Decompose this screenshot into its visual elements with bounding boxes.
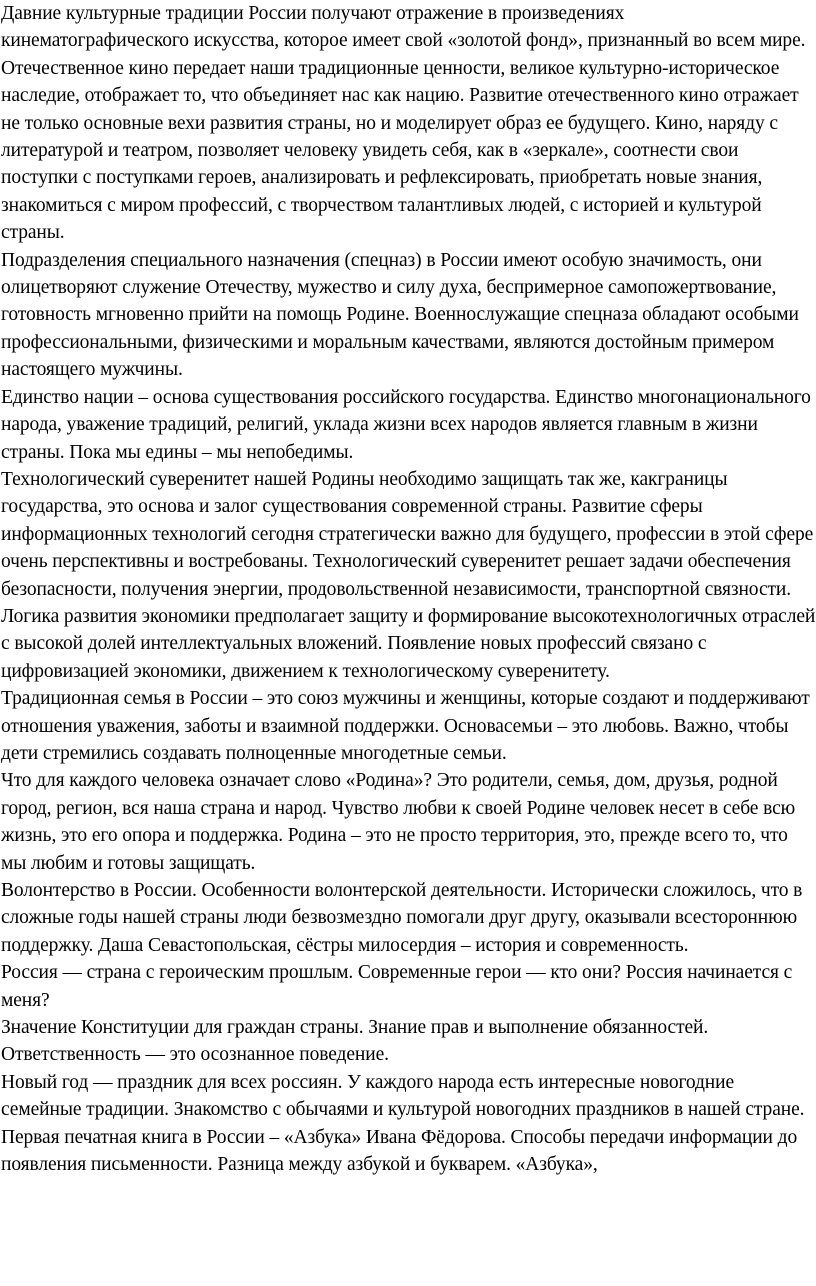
paragraph-technological-sovereignty: Технологический суверенитет нашей Родины необходимо защищать так же, какграницы государства, это основа и залог существования современной страны. Развитие сферы информационных технологий сегодня стратегически важно для будущего, профессии в этой сфере очень перспективны и востребованы. Технологический суверенитет решает задачи обеспечения безопасности, получения энергии, продовольственной независимости, транспортной связности. Логика развития экономики предполагает защиту и формирование высокотехнологичных отраслей с высокой долей интеллектуальных вложений. Появление новых профессий связано с цифровизацией экономики, движением к технологическому суверенитету. [1,468,816,682]
paragraph-motherland: Что для каждого человека означает слово «Родина»? Это родители, семья, дом, друзья, родной город, регион, вся наша страна и народ. Чувство любви к своей Родине человек несет в себе всю жизнь, это его опора и поддержка. Родина – это не просто территория, это, прежде всего то, что мы любим и готовы защищать. [1,770,796,874]
paragraph-unity: Единство нации – основа существования российского государства. Единство многонационального народа, уважение традиций, религий, уклада жизни всех народов является главным в жизни страны. Пока мы едины – мы непобедимы. [1,386,811,463]
paragraph-volunteering: Волонтерство в России. Особенности волонтерской деятельности. Исторически сложилось, что в сложные годы нашей страны люди безвозмездно помогали друг другу, оказывали всестороннюю поддержку. Даша Севастопольская, сёстры милосердия – история и современность. [1,880,803,956]
paragraph-heroes: Россия — страна с героическим прошлым. Современные герои — кто они? Россия начинается с меня? [1,962,793,1011]
paragraph-cinema: Давние культурные традиции России получают отражение в произведениях кинематографического искусства, которое имеет свой «золотой фонд», признанный во всем мире. Отечественное кино передает наши традиционные ценности, великое культурно-историческое наследие, отображает то, что объединяет нас как нацию. Развитие отечественного кино отражает не только основные вехи развития страны, но и моделирует образ ее будущего. Кино, наряду с литературой и театром, позволяет человеку увидеть себя, как в «зеркале», соотнести свои поступки с поступками героев, анализировать и рефлексировать, приобретать новые знания, знакомиться с миром профессий, с творчеством талантливых людей, с историей и культурой страны. [1,3,806,244]
paragraph-special-forces: Подразделения специального назначения (спецназ) в России имеют особую значимость, они олицетворяют служение Отечеству, мужество и силу духа, беспримерное самопожертвование, готовность мгновенно прийти на помощь Родине. Военнослужащие спецназа обладают особыми профессиональными, физическими и моральным качествами, являются достойным примером настоящего мужчины. [1,249,799,381]
paragraph-first-printed-book: Первая печатная книга в России – «Азбука» Ивана Фёдорова. Способы передачи информации до появления письменности. Разница между азбукой и букварем. «Азбука», [1,1126,798,1176]
paragraph-new-year: Новый год — праздник для всех россиян. У каждого народа есть интересные новогодние семейные традиции. Знакомство с обычаями и культурой новогодних праздников в нашей стране. [1,1071,805,1121]
paragraph-constitution: Значение Конституции для граждан страны. Знание прав и выполнение обязанностей. Ответственность — это осознанное поведение. [1,1017,709,1066]
paragraph-family: Традиционная семья в России – это союз мужчины и женщины, которые создают и поддерживают отношения уважения, заботы и взаимной поддержки. Основасемьи – это любовь. Важно, чтобы дети стремились создавать полноценные многодетные семьи. [1,688,810,764]
